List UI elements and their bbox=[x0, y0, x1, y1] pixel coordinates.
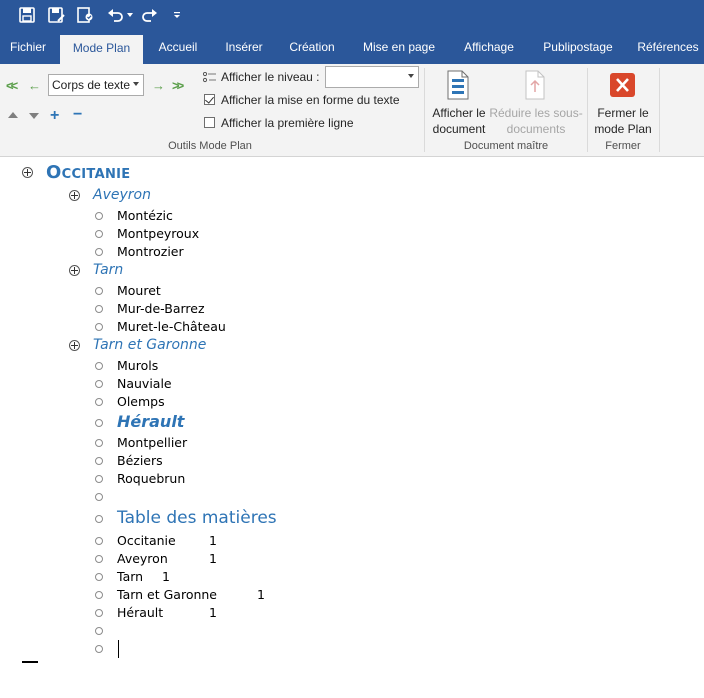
tab-fichier[interactable]: Fichier bbox=[9, 40, 46, 54]
text-cursor bbox=[118, 640, 119, 658]
tab-creation[interactable]: Création bbox=[289, 40, 335, 54]
chevron-down-icon bbox=[133, 82, 139, 86]
collapse-label-1: Réduire les sous- bbox=[489, 106, 583, 120]
list-item[interactable]: Béziers bbox=[117, 453, 163, 468]
list-item[interactable]: Murols bbox=[117, 358, 159, 373]
tab-mode-plan[interactable]: Mode Plan bbox=[60, 35, 143, 64]
show-level-icon bbox=[203, 71, 217, 83]
outline-level-combo[interactable] bbox=[48, 74, 144, 96]
show-document-label-1: Afficher le bbox=[432, 106, 486, 120]
toc-entry-label[interactable]: Occitanie bbox=[117, 533, 176, 548]
ribbon-tabs bbox=[0, 33, 704, 64]
body-bullet-icon[interactable] bbox=[95, 475, 103, 483]
customize-qa-icon[interactable] bbox=[172, 6, 182, 24]
body-bullet-icon[interactable] bbox=[95, 537, 103, 545]
undo-icon[interactable] bbox=[106, 6, 124, 24]
tab-inserer[interactable]: Insérer bbox=[225, 40, 263, 54]
show-document-button[interactable] bbox=[428, 105, 490, 137]
group-separator bbox=[587, 68, 588, 152]
outline-tools-group-label: Outils Mode Plan bbox=[168, 140, 252, 152]
body-bullet-icon[interactable] bbox=[95, 230, 103, 238]
collapse-icon[interactable]: − bbox=[73, 106, 83, 123]
collapse-label-2: documents bbox=[506, 122, 566, 136]
show-document-label-2: document bbox=[432, 122, 486, 136]
collapse-subdocuments-button[interactable] bbox=[488, 105, 584, 137]
toc-entry-page: 1 bbox=[209, 533, 217, 548]
list-item[interactable]: Nauviale bbox=[117, 376, 172, 391]
close-label-1: Fermer le bbox=[597, 106, 649, 120]
close-label-2: mode Plan bbox=[594, 122, 652, 136]
expand-heading-icon[interactable] bbox=[69, 340, 80, 351]
heading-aveyron[interactable]: Aveyron bbox=[93, 187, 151, 203]
tab-affichage[interactable]: Affichage bbox=[464, 40, 514, 54]
body-bullet-icon[interactable] bbox=[95, 212, 103, 220]
show-level-combo[interactable] bbox=[325, 66, 419, 88]
toc-entry-label[interactable]: Hérault bbox=[117, 605, 164, 620]
body-bullet-icon[interactable] bbox=[95, 627, 103, 635]
tab-publipostage[interactable]: Publipostage bbox=[543, 40, 613, 54]
collapse-subdocuments-icon bbox=[524, 70, 546, 100]
demote-to-body-icon[interactable]: >> bbox=[172, 78, 182, 93]
body-bullet-icon[interactable] bbox=[95, 419, 103, 427]
quick-access-toolbar bbox=[0, 0, 704, 33]
demote-icon[interactable]: → bbox=[152, 78, 165, 93]
promote-to-heading1-icon[interactable]: << bbox=[6, 78, 16, 93]
list-item[interactable]: Montpellier bbox=[117, 435, 188, 450]
tab-mise-en-page[interactable]: Mise en page bbox=[362, 40, 436, 54]
tab-references[interactable]: Références bbox=[637, 40, 699, 54]
expand-heading-icon[interactable] bbox=[69, 190, 80, 201]
show-document-icon[interactable] bbox=[446, 70, 470, 100]
body-bullet-icon[interactable] bbox=[95, 380, 103, 388]
toc-entry-page: 1 bbox=[209, 605, 217, 620]
list-item[interactable]: Mouret bbox=[117, 283, 161, 298]
group-separator bbox=[659, 68, 660, 152]
body-bullet-icon[interactable] bbox=[95, 439, 103, 447]
close-outline-button[interactable] bbox=[590, 105, 656, 137]
list-item[interactable]: Montrozier bbox=[117, 244, 184, 259]
document-area[interactable] bbox=[0, 157, 704, 698]
list-item[interactable]: Olemps bbox=[117, 394, 165, 409]
toc-entry-label[interactable]: Tarn bbox=[117, 569, 144, 584]
tab-accueil[interactable]: Accueil bbox=[158, 40, 198, 54]
list-item[interactable]: Montézic bbox=[117, 208, 173, 223]
redo-icon[interactable] bbox=[140, 6, 158, 24]
body-bullet-icon[interactable] bbox=[95, 591, 103, 599]
body-bullet-icon[interactable] bbox=[95, 287, 103, 295]
body-bullet-icon[interactable] bbox=[95, 573, 103, 581]
outline-level-value: Corps de texte bbox=[52, 78, 131, 92]
move-up-icon[interactable] bbox=[8, 112, 18, 118]
heading-tarn-et-garonne[interactable]: Tarn et Garonne bbox=[93, 337, 207, 353]
end-of-document-marker bbox=[22, 661, 38, 663]
toc-entry-page: 1 bbox=[257, 587, 265, 602]
body-bullet-icon[interactable] bbox=[95, 362, 103, 370]
close-group-label: Fermer bbox=[605, 140, 641, 152]
show-first-line-label: Afficher la première ligne bbox=[221, 116, 354, 130]
group-separator bbox=[424, 68, 425, 152]
body-bullet-icon[interactable] bbox=[95, 645, 103, 653]
list-item[interactable]: Roquebrun bbox=[117, 471, 186, 486]
list-item[interactable]: Muret-le-Château bbox=[117, 319, 226, 334]
toc-entry-page: 1 bbox=[162, 569, 170, 584]
chevron-down-icon bbox=[408, 74, 414, 78]
body-bullet-icon[interactable] bbox=[95, 248, 103, 256]
body-bullet-icon[interactable] bbox=[95, 305, 103, 313]
expand-heading-icon[interactable] bbox=[22, 167, 33, 178]
heading-tarn[interactable]: Tarn bbox=[93, 262, 124, 278]
undo-dropdown-icon[interactable] bbox=[126, 6, 134, 24]
save-as-icon[interactable] bbox=[47, 6, 65, 24]
move-down-icon[interactable] bbox=[29, 113, 39, 119]
master-document-group-label: Document maître bbox=[463, 140, 549, 152]
expand-heading-icon[interactable] bbox=[69, 265, 80, 276]
body-bullet-icon[interactable] bbox=[95, 457, 103, 465]
heading-occitanie[interactable]: Occitanie bbox=[46, 162, 131, 183]
body-bullet-icon[interactable] bbox=[95, 555, 103, 563]
body-bullet-icon[interactable] bbox=[95, 515, 103, 523]
toc-entry-label[interactable]: Aveyron bbox=[117, 551, 168, 566]
show-formatting-label: Afficher la mise en forme du texte bbox=[221, 93, 400, 107]
print-preview-icon[interactable] bbox=[75, 6, 95, 24]
list-item[interactable]: Mur-de-Barrez bbox=[117, 301, 205, 316]
heading-herault[interactable]: Hérault bbox=[117, 412, 185, 431]
body-bullet-icon[interactable] bbox=[95, 398, 103, 406]
show-level-label: Afficher le niveau : bbox=[221, 70, 320, 84]
promote-icon[interactable]: ← bbox=[28, 78, 41, 93]
toc-entry-label[interactable]: Tarn et Garonne bbox=[117, 587, 217, 602]
save-icon[interactable] bbox=[18, 6, 36, 24]
body-bullet-icon[interactable] bbox=[95, 323, 103, 331]
show-first-line-checkbox[interactable] bbox=[204, 117, 215, 128]
list-item[interactable]: Montpeyroux bbox=[117, 226, 200, 241]
body-bullet-icon[interactable] bbox=[95, 493, 103, 501]
toc-title[interactable]: Table des matières bbox=[117, 508, 277, 528]
close-icon[interactable] bbox=[610, 73, 635, 97]
show-formatting-checkbox[interactable] bbox=[204, 94, 215, 105]
expand-icon[interactable]: + bbox=[50, 107, 60, 124]
ribbon-panel bbox=[0, 64, 704, 157]
body-bullet-icon[interactable] bbox=[95, 609, 103, 617]
toc-entry-page: 1 bbox=[209, 551, 217, 566]
